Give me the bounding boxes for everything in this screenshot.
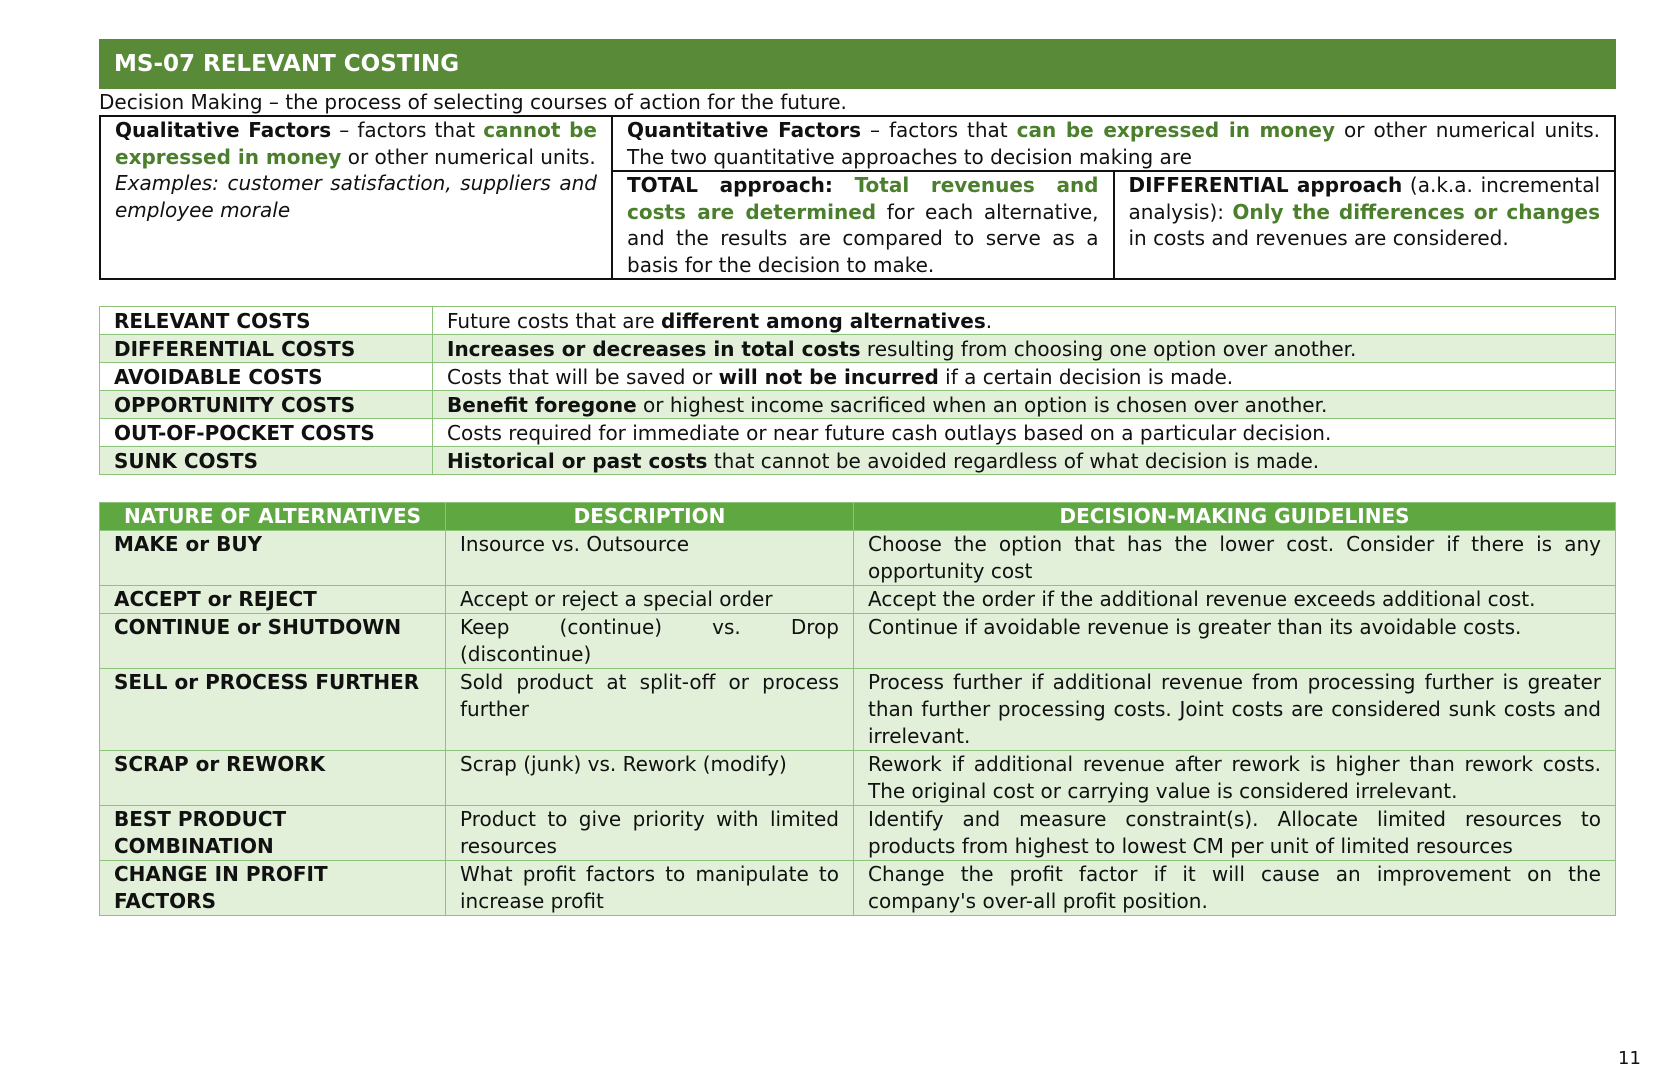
alternative-nature: ACCEPT or REJECT (100, 586, 446, 614)
alternative-nature: BEST PRODUCT COMBINATION (100, 806, 446, 861)
differential-approach-highlight: Only the differences or changes (1232, 199, 1600, 224)
alternative-row (100, 586, 1616, 614)
definition-pre: Costs required for immediate or near future cash outlays based on a particular decision. (447, 420, 1332, 445)
differential-approach-rest: in costs and revenues are considered. (1128, 226, 1509, 250)
alternative-nature: SCRAP or REWORK (100, 751, 446, 806)
alternative-row (100, 751, 1616, 806)
definition-post: or highest income sacrificed when an option is chosen over another. (636, 392, 1328, 417)
definition-bold: Benefit foregone (447, 392, 637, 417)
definition-post: if a certain decision is made. (938, 364, 1234, 389)
alternative-nature: SELL or PROCESS FURTHER (100, 669, 446, 751)
alternatives-header-row (100, 503, 1616, 531)
total-approach-rest: for each alternative, and the results are compared to serve as a basis for the decision to make. (627, 199, 1099, 277)
alternative-row (100, 614, 1616, 669)
differential-approach-cell (1114, 171, 1616, 279)
definition-bold: Historical or past costs (447, 448, 708, 473)
alternative-description: Accept or reject a special order (446, 586, 854, 614)
definition-row (100, 307, 1616, 335)
quantitative-label: Quantitative Factors (627, 118, 861, 142)
quantitative-rest: or other numerical units. The two quantitative approaches to decision making are (627, 118, 1600, 169)
factors-table (99, 115, 1616, 280)
header-description: DESCRIPTION (446, 503, 854, 531)
qualitative-examples: Examples: customer satisfaction, suppliers and employee morale (115, 171, 597, 222)
alternative-guideline: Change the profit factor if it will cause an improvement on the company's over-all profit position. (854, 861, 1616, 916)
alternative-description: Scrap (junk) vs. Rework (modify) (446, 751, 854, 806)
alternative-guideline: Identify and measure constraint(s). Allocate limited resources to products from highest to lowest CM per unit of limited resources (854, 806, 1616, 861)
total-approach-cell (612, 171, 1114, 279)
total-approach-label: TOTAL approach (627, 173, 825, 197)
definition-term: DIFFERENTIAL COSTS (100, 335, 433, 363)
differential-approach-label: DIFFERENTIAL approach (1128, 173, 1403, 197)
definition-bold: different among alternatives (661, 308, 986, 333)
alternative-row (100, 861, 1616, 916)
alternative-description: Keep (continue) vs. Drop (discontinue) (446, 614, 854, 669)
definition-pre: Costs that will be saved or (447, 364, 719, 389)
definition-term: SUNK COSTS (100, 447, 433, 475)
alternatives-table (99, 502, 1616, 916)
qualitative-dash: – factors that (331, 118, 484, 142)
alternative-row (100, 531, 1616, 586)
alternative-row (100, 806, 1616, 861)
alternative-nature: MAKE or BUY (100, 531, 446, 586)
definition-text (433, 447, 1616, 475)
alternative-guideline: Choose the option that has the lower cost. Consider if there is any opportunity cost (854, 531, 1616, 586)
definition-post: that cannot be avoided regardless of what decision is made. (707, 448, 1320, 473)
definition-text (433, 335, 1616, 363)
definition-bold: will not be incurred (718, 364, 939, 389)
differential-approach-aka: (a.k.a. incremental analysis): (1128, 173, 1601, 224)
page-number: 11 (1618, 1048, 1641, 1069)
quantitative-factors-cell (612, 116, 1615, 171)
alternative-description: Product to give priority with limited resources (446, 806, 854, 861)
alternative-description: What profit factors to manipulate to increase profit (446, 861, 854, 916)
definition-text (433, 391, 1616, 419)
definition-term: RELEVANT COSTS (100, 307, 433, 335)
qualitative-factors-cell (100, 116, 612, 279)
alternative-nature: CONTINUE or SHUTDOWN (100, 614, 446, 669)
definition-text (433, 363, 1616, 391)
definition-text (433, 419, 1616, 447)
total-approach-highlight: Total revenues and costs are determined (627, 173, 1099, 224)
qualitative-rest: or other numerical units. (341, 144, 596, 169)
qualitative-label: Qualitative Factors (115, 118, 332, 142)
definition-row (100, 391, 1616, 419)
definition-term: OUT-OF-POCKET COSTS (100, 419, 433, 447)
quantitative-highlight: can be expressed in money (1016, 118, 1335, 142)
quantitative-dash: – factors that (861, 118, 1017, 142)
definition-row (100, 335, 1616, 363)
definition-row (100, 363, 1616, 391)
alternative-guideline: Continue if avoidable revenue is greater than its avoidable costs. (854, 614, 1616, 669)
header-guidelines: DECISION-MAKING GUIDELINES (854, 503, 1616, 531)
intro-text: Decision Making – the process of selecting courses of action for the future. (99, 90, 847, 114)
definition-text (433, 307, 1616, 335)
definition-pre: Future costs that are (447, 308, 661, 333)
document-page (99, 39, 1616, 916)
alternative-description: Insource vs. Outsource (446, 531, 854, 586)
definition-post: resulting from choosing one option over another. (860, 336, 1357, 361)
alternative-nature: CHANGE IN PROFIT FACTORS (100, 861, 446, 916)
qualitative-highlight: cannot be expressed in money (115, 118, 597, 169)
definition-row (100, 419, 1616, 447)
definition-term: OPPORTUNITY COSTS (100, 391, 433, 419)
total-approach-colon: : (824, 173, 855, 197)
definition-bold: Increases or decreases in total costs (447, 336, 861, 361)
page-title: MS-07 RELEVANT COSTING (99, 39, 1616, 89)
definition-row (100, 447, 1616, 475)
definition-post: . (985, 308, 993, 333)
alternative-description: Sold product at split-off or process further (446, 669, 854, 751)
cost-definitions-table (99, 306, 1616, 475)
header-nature: NATURE OF ALTERNATIVES (100, 503, 446, 531)
alternative-guideline: Accept the order if the additional revenue exceeds additional cost. (854, 586, 1616, 614)
alternative-guideline: Rework if additional revenue after rework is higher than rework costs. The original cost or carrying value is considered irrelevant. (854, 751, 1616, 806)
alternative-guideline: Process further if additional revenue from processing further is greater than further processing costs. Joint costs are considered sunk costs and irrelevant. (854, 669, 1616, 751)
definition-term: AVOIDABLE COSTS (100, 363, 433, 391)
alternative-row (100, 669, 1616, 751)
